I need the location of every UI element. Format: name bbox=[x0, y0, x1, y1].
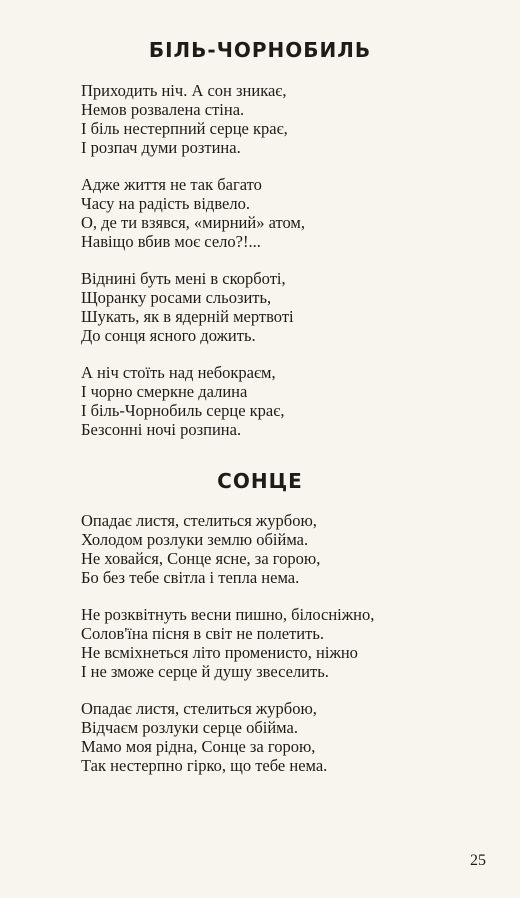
verse-line: Не ховайся, Сонце ясне, за горою, bbox=[81, 549, 321, 568]
stanza bbox=[81, 363, 305, 439]
verse-line: І розпач думи розтина. bbox=[81, 138, 241, 157]
verse-line: Немов розвалена стіна. bbox=[81, 100, 245, 119]
poem-title-sontse: СОНЦЕ bbox=[217, 469, 303, 493]
verse-line: Шукать, як в ядерній мертвоті bbox=[81, 307, 294, 326]
poem-bil-chornobyl bbox=[81, 81, 305, 457]
verse-line: І біль-Чорнобиль серце крає, bbox=[81, 401, 285, 420]
page-number: 25 bbox=[470, 852, 486, 869]
verse-line: Солов'їна пісня в світ не полетить. bbox=[81, 624, 324, 643]
stanza bbox=[81, 269, 305, 345]
stanza bbox=[81, 175, 305, 251]
verse-line: Так нестерпно гірко, що тебе нема. bbox=[81, 756, 328, 775]
verse-line: Мамо моя рідна, Сонце за горою, bbox=[81, 737, 316, 756]
verse-line: Опадає листя, стелиться журбою, bbox=[81, 699, 317, 718]
verse-line: Відчаєм розлуки серце обійма. bbox=[81, 718, 298, 737]
verse-line: Безсонні ночі розпина. bbox=[81, 420, 242, 439]
verse-line: Бо без тебе світла і тепла нема. bbox=[81, 568, 300, 587]
verse-line: І не зможе серце й душу звеселить. bbox=[81, 662, 329, 681]
verse-line: Не розквітнуть весни пишно, білосніжно, bbox=[81, 605, 375, 624]
verse-line: О, де ти взявся, «мирний» атом, bbox=[81, 213, 305, 232]
verse-line: І чорно смеркне далина bbox=[81, 382, 248, 401]
verse-line: Адже життя не так багато bbox=[81, 175, 262, 194]
stanza bbox=[81, 511, 374, 587]
stanza bbox=[81, 699, 374, 775]
verse-line: Віднині буть мені в скорботі, bbox=[81, 269, 286, 288]
verse-line: І біль нестерпний серце крає, bbox=[81, 119, 288, 138]
stanza bbox=[81, 605, 374, 681]
poem-title-bil-chornobyl: БІЛЬ-ЧОРНОБИЛЬ bbox=[148, 38, 372, 62]
verse-line: Холодом розлуки землю обійма. bbox=[81, 530, 309, 549]
verse-line: Опадає листя, стелиться журбою, bbox=[81, 511, 317, 530]
verse-line: Часу на радість відвело. bbox=[81, 194, 250, 213]
verse-line: Навіщо вбив моє село?!... bbox=[81, 232, 261, 251]
verse-line: Щоранку росами сльозить, bbox=[81, 288, 272, 307]
verse-line: Приходить ніч. А сон зникає, bbox=[81, 81, 287, 100]
poem-sontse bbox=[81, 511, 374, 793]
verse-line: Не всміхнеться літо променисто, ніжно bbox=[81, 643, 358, 662]
stanza bbox=[81, 81, 305, 157]
verse-line: До сонця ясного дожить. bbox=[81, 326, 256, 345]
verse-line: А ніч стоїть над небокраєм, bbox=[81, 363, 276, 382]
